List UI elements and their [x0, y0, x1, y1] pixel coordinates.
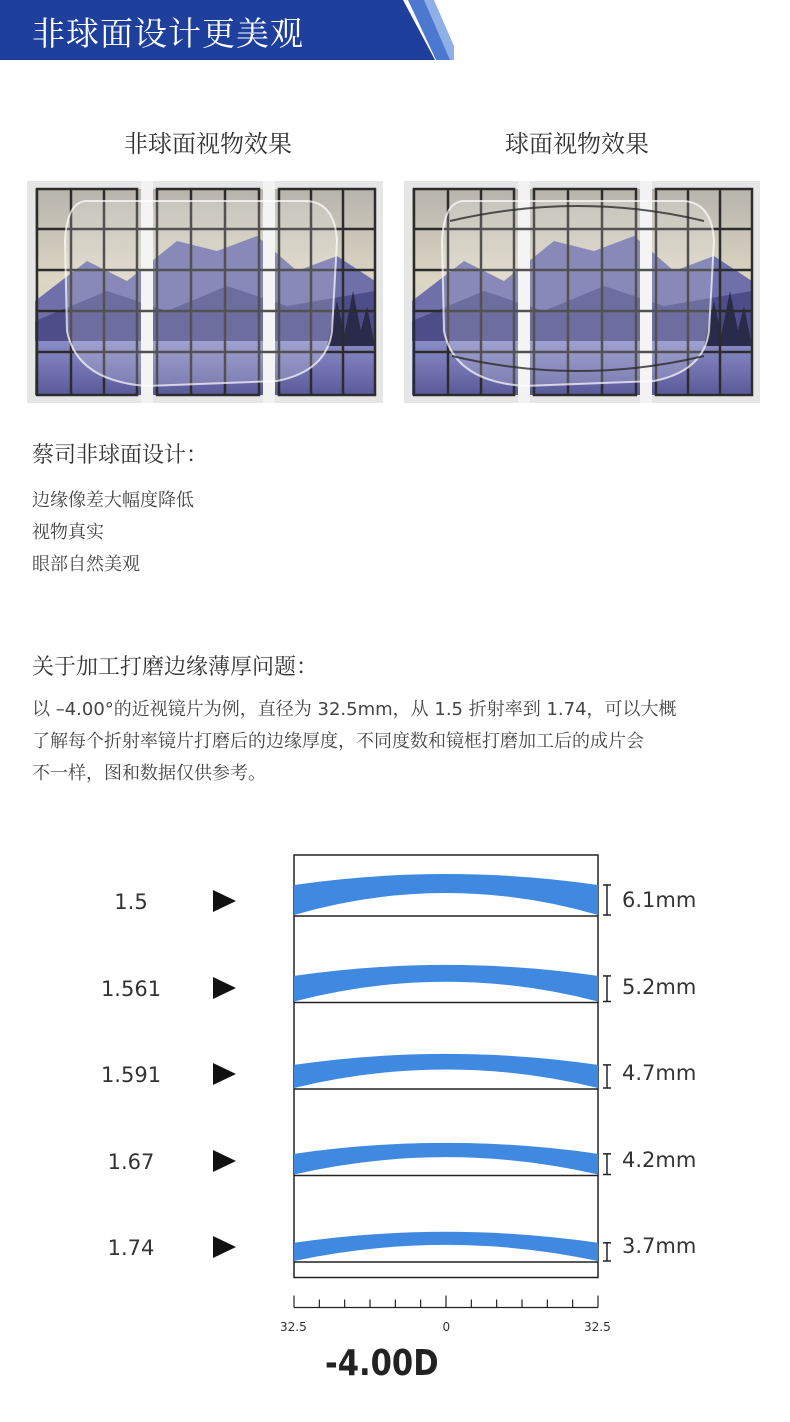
- edge-thickness-label: 5.2mm: [622, 974, 697, 999]
- axis-tick-label: 0: [442, 1319, 451, 1334]
- lens-profile: [294, 1054, 598, 1088]
- features-title: 蔡司非球面设计：: [32, 443, 209, 468]
- edge-thickness-label: 3.7mm: [622, 1234, 697, 1258]
- refractive-index-label: 1.561: [100, 976, 162, 1001]
- question-title: 关于加工打磨边缘薄厚问题：: [32, 655, 319, 680]
- axis-tick-label: 32.5: [584, 1319, 611, 1334]
- lens-profile: [294, 965, 598, 1002]
- refractive-index-label: 1.5: [114, 890, 148, 914]
- lens-profile: [294, 1232, 598, 1261]
- question-line: 了解每个折射率镜片打磨后的边缘厚度，不同度数和镜框打磨加工后的成片会: [32, 731, 644, 752]
- edge-thickness-label: 4.2mm: [622, 1147, 697, 1172]
- refractive-index-label: 1.67: [107, 1149, 155, 1174]
- page-title: 非球面设计更美观: [32, 14, 304, 53]
- edge-thickness-label: 4.7mm: [622, 1061, 697, 1085]
- edge-thickness-label: 6.1mm: [622, 888, 697, 912]
- lens-profile: [294, 874, 598, 915]
- lens-profile: [294, 1143, 598, 1175]
- power-label: -4.00D: [325, 1343, 439, 1384]
- question-line: 不一样，图和数据仅供参考。: [32, 763, 266, 784]
- refractive-index-label: 1.74: [107, 1236, 155, 1260]
- aspheric-label: 非球面视物效果: [124, 130, 292, 158]
- refractive-index-label: 1.591: [100, 1063, 162, 1087]
- feature-item: 眼部自然美观: [32, 554, 140, 575]
- feature-item: 视物真实: [32, 522, 104, 543]
- axis-tick-label: 32.5: [280, 1319, 307, 1334]
- question-line: 以 –4.00°的近视镜片为例，直径为 32.5mm，从 1.5 折射率到 1.74，可以大概: [32, 699, 677, 720]
- feature-item: 边缘像差大幅度降低: [32, 490, 194, 511]
- spheric-label: 球面视物效果: [505, 130, 649, 158]
